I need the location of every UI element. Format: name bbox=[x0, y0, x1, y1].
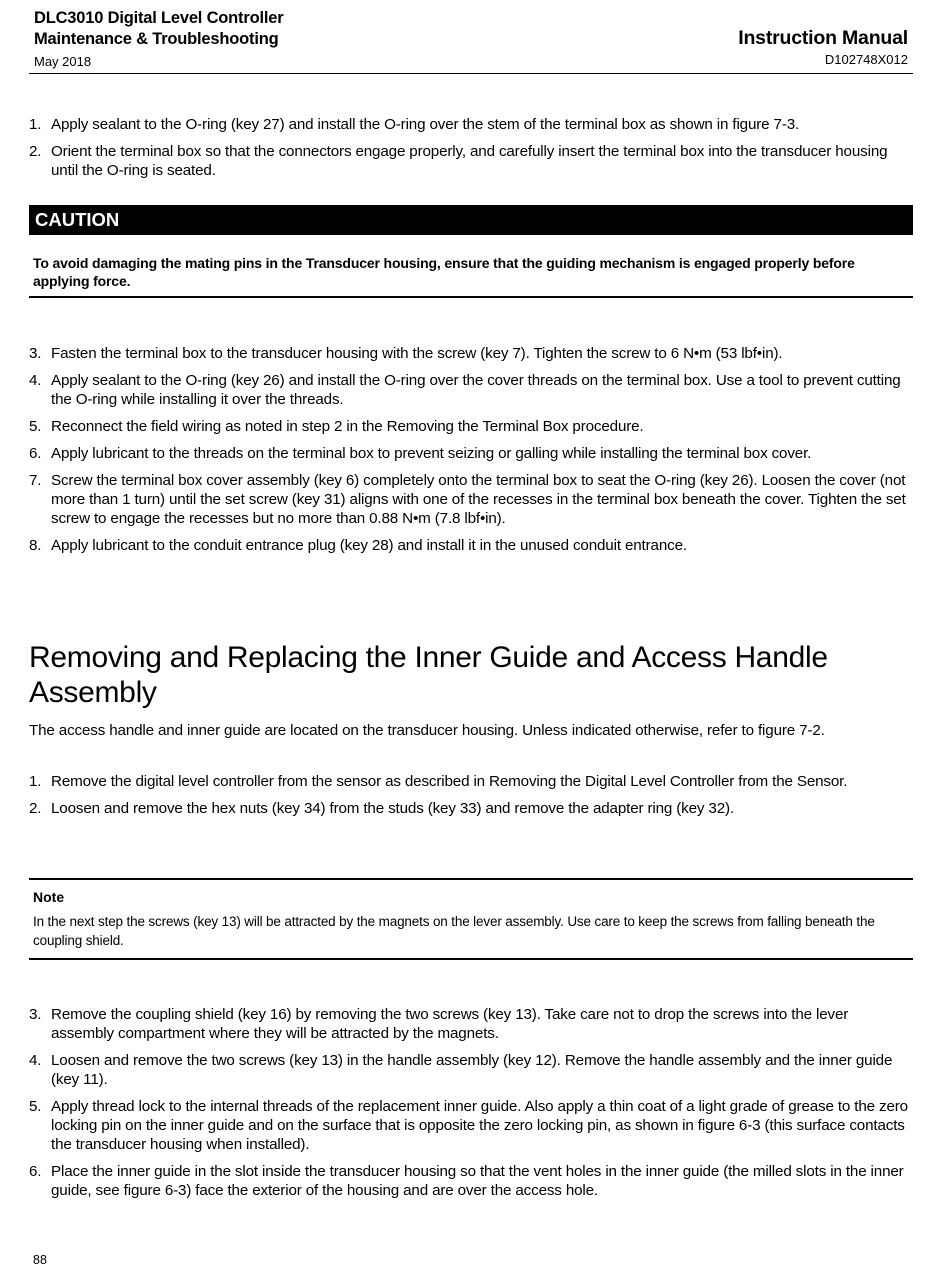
product-name: DLC3010 Digital Level Controller bbox=[34, 9, 284, 27]
step-number: 3. bbox=[29, 345, 42, 362]
step-number: 6. bbox=[29, 445, 42, 462]
step-text: Remove the digital level controller from the sensor as described in Removing the Digital Level Controller from the Sensor. bbox=[51, 773, 848, 790]
step-number: 6. bbox=[29, 1163, 42, 1180]
section-name: Maintenance & Troubleshooting bbox=[34, 30, 279, 48]
list-item bbox=[29, 371, 915, 409]
step-text: Loosen and remove the hex nuts (key 34) from the studs (key 33) and remove the adapter ring (key 32). bbox=[51, 800, 735, 817]
step-number: 8. bbox=[29, 537, 42, 554]
step-text: Apply sealant to the O-ring (key 27) and install the O-ring over the stem of the terminal box as shown in figure 7-3. bbox=[51, 116, 800, 133]
steps-list-b bbox=[29, 344, 915, 563]
step-number: 2. bbox=[29, 143, 42, 160]
list-item bbox=[29, 471, 915, 528]
section-heading: Removing and Replacing the Inner Guide and Access Handle Assembly bbox=[29, 641, 828, 709]
step-number: 5. bbox=[29, 418, 42, 435]
steps-list-c bbox=[29, 772, 915, 826]
caution-banner bbox=[29, 205, 913, 235]
steps-list-a bbox=[29, 115, 915, 188]
step-text: Apply sealant to the O-ring (key 26) and install the O-ring over the cover threads on the terminal box. Use a tool to prevent cutting the O-ring while installing it over the threads. bbox=[51, 372, 901, 408]
step-text: Apply lubricant to the threads on the terminal box to prevent seizing or galling while installing the terminal box cover. bbox=[51, 445, 812, 462]
step-text: Apply thread lock to the internal threads of the replacement inner guide. Also apply a thin coat of a light grade of grease to the zero locking pin on the inner guide and on the surface that is opposite the zero locking pin, as shown in figure 6-3 (this surface contacts the transducer housing when installed). bbox=[51, 1098, 908, 1153]
list-item bbox=[29, 1162, 915, 1200]
list-item bbox=[29, 772, 915, 791]
manual-title: Instruction Manual bbox=[738, 27, 908, 49]
document-number: D102748X012 bbox=[824, 52, 908, 67]
step-text: Fasten the terminal box to the transducer housing with the screw (key 7). Tighten the screw to 6 N•m (53 lbf•in). bbox=[51, 345, 783, 362]
section-intro: The access handle and inner guide are located on the transducer housing. Unless indicated otherwise, refer to figure 7-2. bbox=[29, 722, 825, 739]
step-text: Reconnect the field wiring as noted in step 2 in the Removing the Terminal Box procedure. bbox=[51, 418, 644, 435]
step-text: Apply lubricant to the conduit entrance plug (key 28) and install it in the unused conduit entrance. bbox=[51, 537, 687, 554]
page-number: 88 bbox=[33, 1253, 47, 1267]
header-left bbox=[34, 8, 283, 71]
list-item bbox=[29, 344, 915, 363]
note-text: In the next step the screws (key 13) will be attracted by the magnets on the lever assembly. Use care to keep the screws from falling beneath the coupling shield. bbox=[33, 914, 875, 948]
caution-text: To avoid damaging the mating pins in the Transducer housing, ensure that the guiding mechanism is engaged properly before applying force. bbox=[33, 255, 855, 289]
list-item bbox=[29, 799, 915, 818]
list-item bbox=[29, 1051, 915, 1089]
list-item bbox=[29, 1005, 915, 1043]
step-number: 2. bbox=[29, 800, 42, 817]
note-top-divider bbox=[29, 878, 913, 880]
step-text: Loosen and remove the two screws (key 13) in the handle assembly (key 12). Remove the handle assembly and the inner guide (key 11). bbox=[51, 1052, 893, 1088]
header-divider bbox=[29, 73, 913, 74]
publication-date: May 2018 bbox=[34, 54, 92, 69]
step-number: 4. bbox=[29, 1052, 42, 1069]
list-item bbox=[29, 1097, 915, 1154]
caution-label: CAUTION bbox=[35, 209, 120, 230]
step-text: Place the inner guide in the slot inside the transducer housing so that the vent holes in the inner guide (the milled slots in the inner guide, see figure 6-3) face the exterior of the housing and are over the access hole. bbox=[51, 1163, 904, 1199]
step-number: 1. bbox=[29, 116, 42, 133]
header-right bbox=[738, 26, 908, 68]
step-number: 5. bbox=[29, 1098, 42, 1115]
step-number: 7. bbox=[29, 472, 42, 489]
step-number: 1. bbox=[29, 773, 42, 790]
list-item bbox=[29, 536, 915, 555]
step-text: Remove the coupling shield (key 16) by removing the two screws (key 13). Take care not to drop the screws into the lever assembly compartment where they will be attracted by the magnets. bbox=[51, 1006, 849, 1042]
step-number: 4. bbox=[29, 372, 42, 389]
steps-list-d bbox=[29, 1005, 915, 1208]
note-bottom-divider bbox=[29, 958, 913, 960]
step-text: Screw the terminal box cover assembly (key 6) completely onto the terminal box to seat the O-ring (key 26). Loosen the cover (not more than 1 turn) until the set screw (key 31) aligns with one of the recesses in the terminal box beneath the cover. Tighten the set screw to engage the recesses but no more than 0.88 N•m (7.8 lbf•in). bbox=[51, 472, 906, 527]
list-item bbox=[29, 417, 915, 436]
step-number: 3. bbox=[29, 1006, 42, 1023]
list-item bbox=[29, 142, 915, 180]
caution-divider bbox=[29, 296, 913, 298]
step-text: Orient the terminal box so that the connectors engage properly, and carefully insert the terminal box into the transducer housing until the O-ring is seated. bbox=[51, 143, 888, 179]
list-item bbox=[29, 444, 915, 463]
note-label: Note bbox=[33, 889, 65, 905]
list-item bbox=[29, 115, 915, 134]
